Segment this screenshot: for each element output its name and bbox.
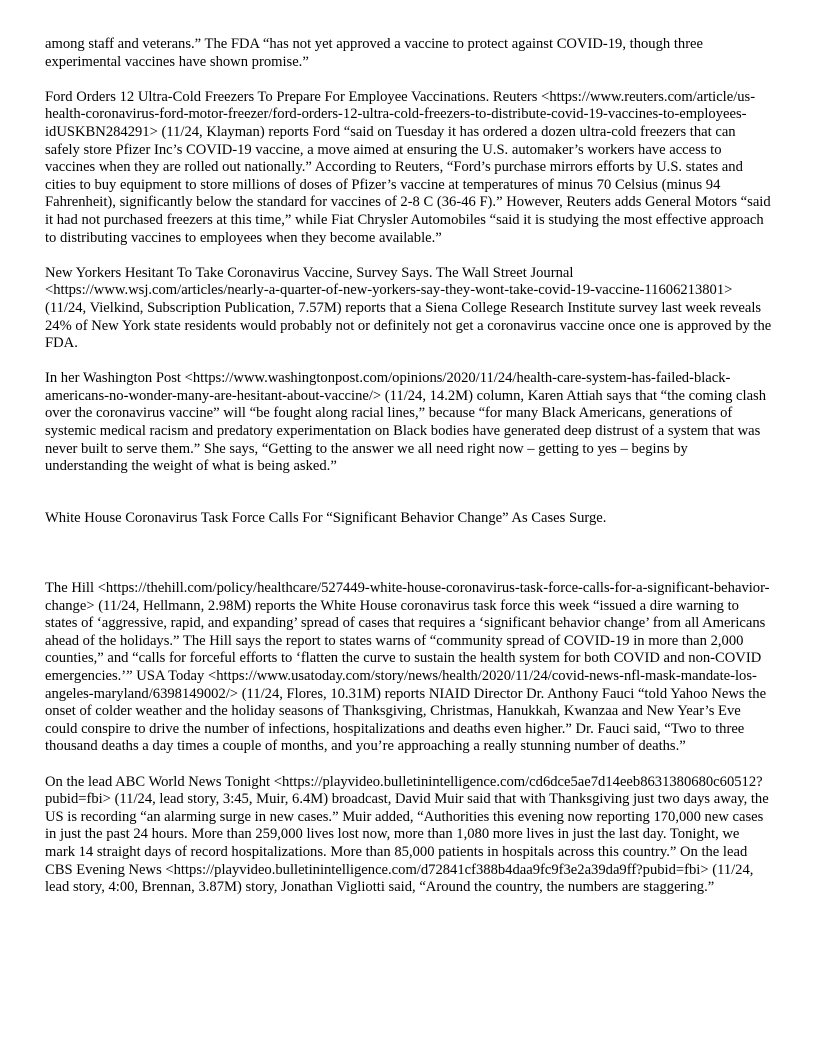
paragraph-washington-post: In her Washington Post <https://www.washingtonpost.com/opinions/2020/11/24/health-care-system-has-failed-black-americans-no-wonder-many-are-hesitant-about-vaccine/> (11/24, 14.2M) column, Karen Attiah says that “the coming clash over the coronavirus vaccine” will “be fought along racial lines,” because “for many Black Americans, generations of systemic medical racism and predatory experimentation on Black bodies have generated deep distrust of a system that was never built to serve them.” She says, “Getting to the answer we all need right now – getting to yes – begins by understanding the weight of what is being asked.” xyxy=(45,370,767,475)
paragraph-new-yorkers-hesitant: New Yorkers Hesitant To Take Coronavirus Vaccine, Survey Says. The Wall Street Journal <https://www.wsj.com/articles/nearly-a-quarter-of-new-yorkers-say-they-wont-take-covid-19-vaccine-11606213801> (11/24, Vielkind, Subscription Publication, 7.57M) reports that a Siena College Research Institute survey last week reveals 24% of New York state residents would probably not or definitely not get a coronavirus vaccine once one is approved by the FDA. xyxy=(45,264,772,352)
section-heading: White House Coronavirus Task Force Calls For “Significant Behavior Change” As Cases Surge. xyxy=(45,510,607,527)
paragraph-ford-freezers: Ford Orders 12 Ultra-Cold Freezers To Prepare For Employee Vaccinations. Reuters <https://www.reuters.com/article/us-health-coronavirus-ford-motor-freezer/ford-orders-12-ultra-cold-freezers-to-distribute-covid-19-vaccines-to-employees-idUSKBN284291> (11/24, Klayman) reports Ford “said on Tuesday it has ordered a dozen ultra-cold freezers that can safely store Pfizer Inc’s COVID-19 vaccine, a move aimed at ensuring the U.S. automaker’s workers have access to vaccines when they are rolled out nationally.” According to Reuters, “Ford’s purchase mirrors efforts by U.S. states and cities to buy equipment to store millions of doses of Pfizer’s vaccine at temperatures of minus 70 Celsius (minus 94 Fahrenheit), significantly below the standard for vaccines of 2-8 C (36-46 F).” However, Reuters adds General Motors “said it had not purchased freezers at this time,” while Fiat Chrysler Automobiles “said it is studying the most effective approach to distributing vaccines to employees when they become available.” xyxy=(45,88,771,246)
document-page xyxy=(45,36,773,914)
section-spacer xyxy=(45,493,773,510)
paragraph-the-hill: The Hill <https://thehill.com/policy/healthcare/527449-white-house-coronavirus-task-force-calls-for-a-significant-behavior-change> (11/24, Hellmann, 2.98M) reports the White House coronavirus task force this week “issued a dire warning to states of ‘aggressive, rapid, and expanding’ spread of cases that requires a ‘significant behavior change’ from all Americans ahead of the holidays.” The Hill says the report to states warns of “community spread of COVID-19 in more than 2,000 counties,” and “calls for forceful efforts to ‘flatten the curve to sustain the health system for both COVID and non-COVID emergencies.’” USA Today <https://www.usatoday.com/story/news/health/2020/11/24/covid-news-nfl-mask-mandate-los-angeles-maryland/6398149002/> (11/24, Flores, 10.31M) reports NIAID Director Dr. Anthony Fauci “told Yahoo News the onset of colder weather and the holiday seasons of Thanksgiving, Christmas, Hanukkah, Kwanzaa and New Year’s Eve could conspire to drive the number of infections, hospitalizations and deaths even higher.” Dr. Fauci said, “Two to three thousand deaths a day times a couple of months, and you’re approaching a really stunning number of deaths.” xyxy=(45,580,770,755)
paragraph-abc-news: On the lead ABC World News Tonight <https://playvideo.bulletinintelligence.com/cd6dce5ae7d14eeb8631380680c60512?pubid=fbi> (11/24, lead story, 3:45, Muir, 6.4M) broadcast, David Muir said that with Thanksgiving just two days away, the US is recording “an alarming surge in new cases.” Muir added, “Authorities this evening now reporting 170,000 new cases in just the past 24 hours. More than 259,000 lives lost now, more than 1,080 more lives in just the last day. Tonight, we mark 14 straight days of record hospitalizations. More than 85,000 patients in hospitals across this country.” On the lead CBS Evening News <https://playvideo.bulletinintelligence.com/d72841cf388b4daa9fc9f3e2a39da9ff?pubid=fbi> (11/24, lead story, 4:00, Brennan, 3.87M) story, Jonathan Vigliotti said, “Around the country, the numbers are staggering.” xyxy=(45,773,769,896)
paragraph-fda-vaccine: among staff and veterans.” The FDA “has not yet approved a vaccine to protect against COVID-19, though three experimental vaccines have shown promise.” xyxy=(45,36,704,70)
